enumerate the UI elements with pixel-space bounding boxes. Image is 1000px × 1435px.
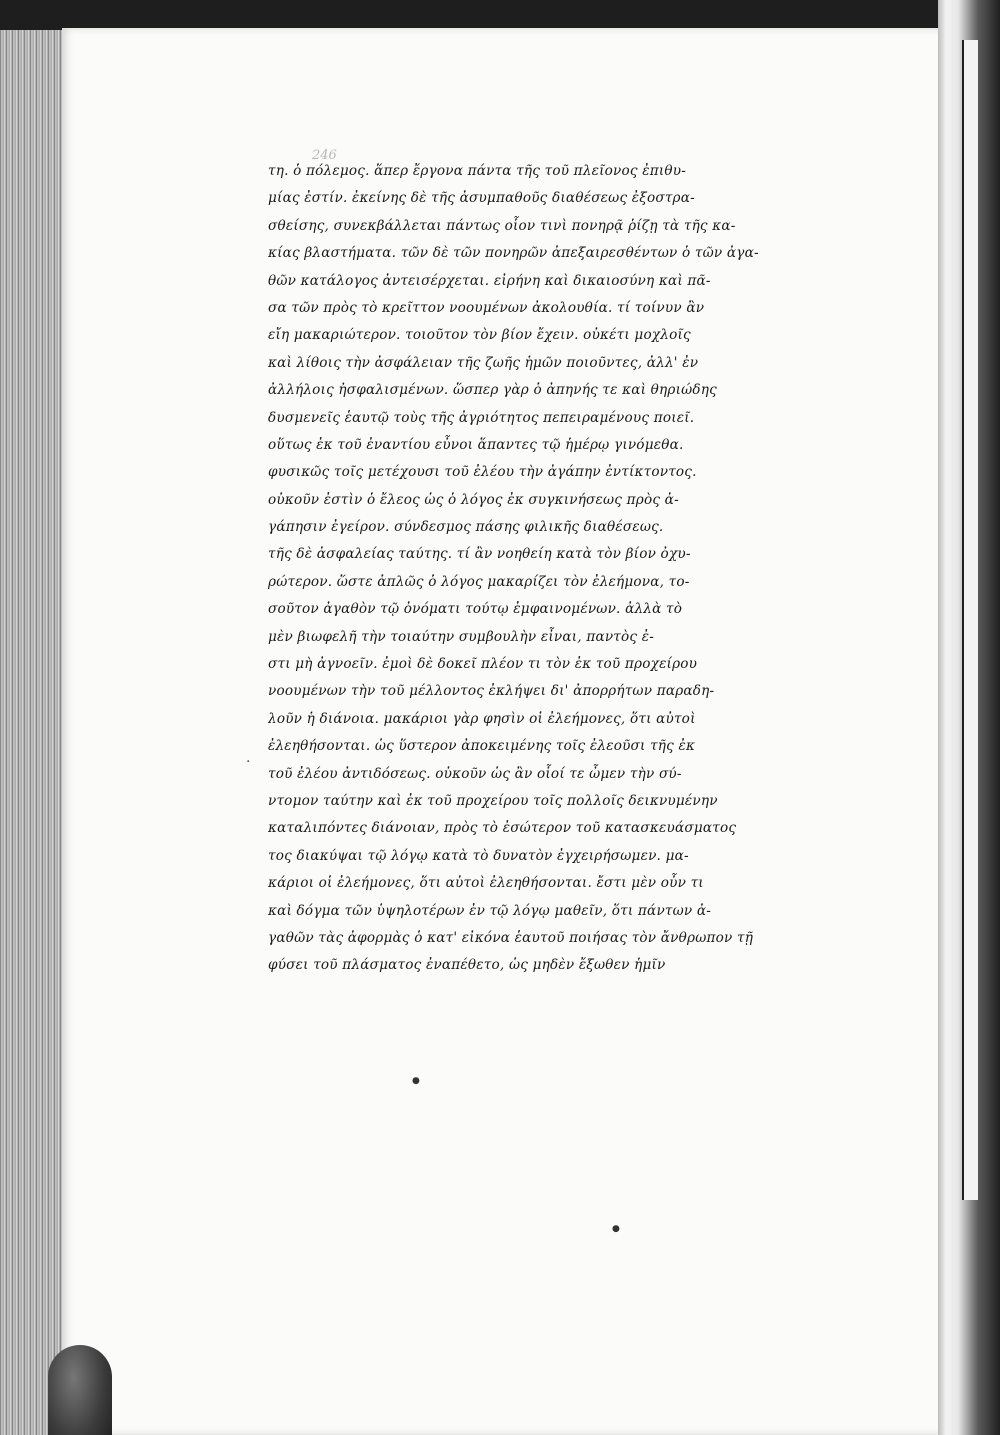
manuscript-line: οὐκοῦν ἐστὶν ὁ ἔλεος ὡς ὁ λόγος ἐκ συγκινήσεως πρὸς ἀ- (268, 491, 679, 508)
manuscript-line: μὲν βιωφελῆ τὴν τοιαύτην συμβουλὴν εἶναι, παντὸς ἐ- (268, 628, 655, 645)
manuscript-line: γάπησιν ἐγείρον. σύνδεσμος πάσης φιλικῆς διαθέσεως. (268, 519, 664, 536)
faint-page-number: 246 (312, 148, 337, 163)
manuscript-line: καταλιπόντες διάνοιαν, πρὸς τὸ ἐσώτερον τοῦ κατασκευάσματος (268, 820, 737, 837)
book-clasp (962, 40, 978, 1200)
manuscript-line: καὶ λίθοις τὴν ἀσφάλειαν τῆς ζωῆς ἡμῶν ποιοῦντες, ἀλλ' ἐν (268, 354, 699, 371)
manuscript-line: σοῦτον ἀγαθὸν τῷ ὀνόματι τούτῳ ἐμφαινομένων. ἀλλὰ τὸ (268, 601, 683, 618)
manuscript-line: σθείσης, συνεκβάλλεται πάντως οἷον τινὶ πονηρᾷ ῥίζῃ τὰ τῆς κα- (268, 217, 736, 234)
manuscript-line: δυσμενεῖς ἑαυτῷ τοὺς τῆς ἀγριότητος πεπειραμένους ποιεῖ. (268, 409, 695, 426)
manuscript-line: φυσικῶς τοῖς μετέχουσι τοῦ ἐλέου τὴν ἀγάπην ἐντίκτοντος. (268, 464, 697, 481)
ink-dot: ● (612, 1224, 620, 1234)
manuscript-line: μίας ἐστίν. ἐκείνης δὲ τῆς ἀσυμπαθοῦς διαθέσεως ἐξοστρα- (268, 190, 695, 207)
manuscript-line: κίας βλαστήματα. τῶν δὲ τῶν πονηρῶν ἀπεξαιρεσθέντων ὁ τῶν ἀγα- (268, 245, 759, 262)
manuscript-line: ρώτερον. ὥστε ἁπλῶς ὁ λόγος μακαρίζει τὸν ἐλεήμονα, το- (268, 573, 690, 590)
manuscript-line: θῶν κατάλογος ἀντεισέρχεται. εἰρήνη καὶ δικαιοσύνη καὶ πᾶ- (268, 272, 711, 289)
manuscript-line: φύσει τοῦ πλάσματος ἐναπέθετο, ὡς μηδὲν ἔξωθεν ἡμῖν (268, 957, 666, 974)
manuscript-line: γαθῶν τὰς ἀφορμὰς ὁ κατ' εἰκόνα ἑαυτοῦ ποιήσας τὸν ἄνθρωπον τῇ (268, 929, 754, 946)
manuscript-line: εἴη μακαριώτερον. τοιοῦτον τὸν βίον ἔχειν. οὐκέτι μοχλοῖς (268, 327, 691, 344)
manuscript-line: λοῦν ἡ διάνοια. μακάριοι γὰρ φησὶν οἱ ἐλεήμονες, ὅτι αὐτοὶ (268, 710, 696, 727)
manuscript-line: ἐλεηθήσονται. ὡς ὕστερον ἀποκειμένης τοῖς ἐλεοῦσι τῆς ἐκ (268, 738, 696, 755)
manuscript-line: σα τῶν πρὸς τὸ κρεῖττον νοουμένων ἀκολουθία. τί τοίνυν ἂν (268, 299, 705, 316)
manuscript-line: τῆς δὲ ἀσφαλείας ταύτης. τί ἂν νοηθείη κατὰ τὸν βίον ὀχυ- (268, 546, 691, 563)
manuscript-line: στι μὴ ἀγνοεῖν. ἐμοὶ δὲ δοκεῖ πλέον τι τὸν ἐκ τοῦ προχείρου (268, 656, 698, 673)
ink-dot: ● (412, 1076, 420, 1086)
thumb-holding-page (48, 1345, 112, 1435)
manuscript-line: ἀλλήλοις ἠσφαλισμένων. ὥσπερ γὰρ ὁ ἀπηνής τε καὶ θηριώδης (268, 382, 717, 399)
manuscript-line: νοουμένων τὴν τοῦ μέλλοντος ἐκλήψει δι' ἀπορρήτων παραδη- (268, 683, 715, 700)
manuscript-line: κάριοι οἱ ἐλεήμονες, ὅτι αὐτοὶ ἐλεηθήσονται. ἔστι μὲν οὖν τι (268, 875, 704, 892)
book-page-edges (0, 30, 67, 1435)
manuscript-text-block (268, 158, 828, 980)
margin-mark: · (246, 754, 251, 770)
manuscript-line: ντομον ταύτην καὶ ἐκ τοῦ προχείρου τοῖς πολλοῖς δεικνυμένην (268, 792, 718, 809)
manuscript-line: οὕτως ἐκ τοῦ ἐναντίου εὖνοι ἅπαντες τῷ ἡμέρῳ γινόμεθα. (268, 436, 684, 453)
manuscript-line: καὶ δόγμα τῶν ὑψηλοτέρων ἐν τῷ λόγῳ μαθεῖν, ὅτι πάντων ἀ- (268, 902, 712, 919)
manuscript-line: τοῦ ἐλέου ἀντιδόσεως. οὐκοῦν ὡς ἂν οἷοί τε ὦμεν τὴν σύ- (268, 765, 682, 782)
manuscript-line: τος διακύψαι τῷ λόγῳ κατὰ τὸ δυνατὸν ἐγχειρήσωμεν. μα- (268, 847, 689, 864)
manuscript-line: τη. ὁ πόλεμος. ἅπερ ἔργονα πάντα τῆς τοῦ πλεῖονος ἐπιθυ- (268, 163, 687, 179)
